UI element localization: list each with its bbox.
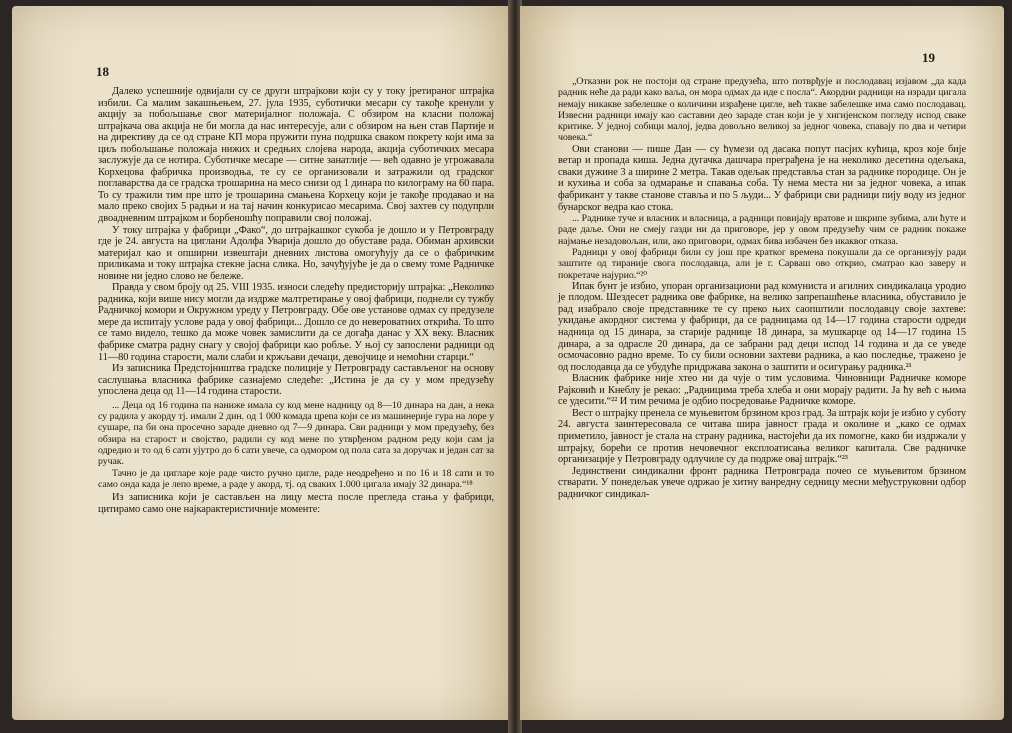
quote-paragraph: ... Деца од 16 година па нaниже имала су код мене надницу од 8—10 динара на дан, а нека су радила у акорду тј. имали 2 дин. од 1 000 комада цреnа који се из машинерије гура на лоре у сушаре, па би она просечно зараде дневно од 7—9 динара. Сви радници у мом предузећу, без обзира на старост и својство, радили су код мене по утврђеном радном реду који сам ја одредио и то од 6 сати ујутро до 6 сати увече, са одмором од пола сата за доручак и један сат за ручак. <box>98 399 494 468</box>
paragraph: У току штрајка у фабрици „Фако“, до штрајкашког сукоба је дошло и у Петровграду где је 24. августа на циглани Адолфа Уваријa дошло до обуставе рада. Обиман архивски материјал као и опширни извештаји дневних листова омогућују да се о фабричким приликама и току штрајка стекне јасна слика. Но, зачуђујуће је да о свему томе Радничке новине ни једно слово не бележе. <box>98 224 494 282</box>
paragraph: Власник фабрике није хтео ни да чује о тим условима. Чиновници Радничке коморе Рајковић и Кнеблу је рекао: „Радницима треба хлеба и они морају радити. Ја ћу већ с њима се удесити.“²² И тим речима је одбио посредовање Радничке коморе. <box>558 373 966 408</box>
left-page <box>12 6 510 720</box>
paragraph: Из записника Предстојништва градске полиције у Петровграду састављеног на основу саслушања власника фабрике сазнајемо следеће: „Истина је да су у мом предузећу упослена деца од 11—14 година старости. <box>98 363 494 398</box>
quote-paragraph: Тачно је да цигларе које раде чисто ручно цигле, раде неодређено и по 16 и 18 сати и то само онда када је лепо време, а раде у акорд, тј. од сваких 1.000 цигала имају 32 динара.“¹⁸ <box>98 467 494 490</box>
quote-paragraph: Радници у овој фабрици били су још пре кратког времена покушали да се организују ради заштите од тираније свога послодавца, али је г. Сарваш ово открио, сматрао као заверу и покретаче најурио.“²⁰ <box>558 246 966 281</box>
quote-paragraph: „Отказни рок не постоји од стране предузећа, што потврђује и послодавац изјавом „да када радник неће да ради како ваља, он мора одмах да иде с посла“. Акордни радници на изради цигала немају никакве забелешке о количини израђене цигле, већ такве забелешке има само послодавац. Извесни радници имају као саставни део зараде стан који је у хигијенском погледу испод сваке критике. У једној собици малој, једва довољно великој за једног човека, спавају по два и четири човека.“ <box>558 76 966 144</box>
paragraph: Јединствени синдикални фронт радника Петровграда почео се муњевитом брзином стварати. У понедељак увече одржао је хитну ванредну седницу месни међуструковни одбор радничког синдикал- <box>558 465 966 500</box>
paragraph: Далеко успешније одвијали су се други штрајкови који су у току јретираног штрајка избили. Са малим закашњењем, 27. јула 1935, суботички месари су такође кренули у акцију за побољшање свог материјалног положаја. С обзиром на класни положај штрајкача ова акција не би могла да нас интересује, али с обзиром на њен став Партије и на директиву да се од стране КП мора пружити пуна подршка сваком покрету који има за циљ побољшање положаја нижих и средњих слојева народа, акција суботичких месара заслужује да се нотира. Суботичке месаре — ситне занатлије — већ одавно је угрожавала Корхецова фабричка производња, те су се организовали и затражили од градског поглаварства да се градска трошарина на месо снизи од 1 динара по килограму на 60 пара. То су тражили тим пре што је трошарина смањена Корхецу који је такође продавао и на мало преко својих 5 радњи и на тај начин конкурисао месарима. Свој захтев су подупрли двоадневним штрајком и борбеношћу поправили свој положај. <box>98 86 494 225</box>
paragraph: Правда у свом броју од 25. VIII 1935. износи следећу предисторију штрајка: „Неколико радника, који више нису могли да издрже малтретирање у овој фабрици, поднели су тужбу Радничкој комори и Окружном уреду у Петровграду. Обе ове установе одмах су предузеле мере да испитају услове рада у овој фабрици... Дошло се до неверoватних открића. То што се тамо видело, тешко да може човек замислити да се догађа данас у XX веку. Власник фабрике сматра радну снагу у својој фабрици као робље. У њој су запослени радници од 11—80 година старости, мали слаби и кржљави дечаци, девојчице и немоћни старци.“ <box>98 282 494 363</box>
paragraph: Ови станови — пише Дан — су ћумези од дасака попут пасјих кућица, кроз које бије ветар и пропада киша. Једна дугачка дашчара преграђена је на неколико десетина одељака, сваки дужине 3 а ширине 2 метра. Такав одељак представља стан за раднике породице. Он је и кухиња и соба за одмарање и спавања соба. Ту нема места ни за једног човека, а ипак фабрикант у такве станове ставља и по 5 људи... У фабрици сви радници пију воду из једног бунарског ведра као стока. <box>558 143 966 213</box>
left-page-text <box>98 86 494 515</box>
right-page <box>520 6 1004 720</box>
paragraph: Ипак бунт је избио, упоран организациони рад комуниста и агилних синдикалаца уродио је плодом. Шездесет радника ове фабрике, на велико запрепашћење власника, обуставило је рад изабрало своје представнике те су преко њих саопштили послодавцу своје захтеве: укидање акордног система у фабрици, да се радницама од 14—17 година старости одреди надница од 15 динара, за старије раднице 18 динара, за мушкарце од 14—17 година 15 динара, а за одрасле 20 динара, да се забрани рад деци испод 14 година и да се уведе осмочасовно радно време. То су били основни захтеви радника, а као последње, тражено је од послодавца да се убудуће придржава закона о заштити и осигурању радника.²¹ <box>558 280 966 373</box>
page-number-right: 19 <box>922 50 935 65</box>
paragraph: Вест о штрајку пренела се муњевитом брзином кроз град. За штрајк који је избио у суботу 24. августа заинтересовала се читава шира јавност града и околине и „како се одмах приметило, јавност је стала на страну радника, настојећи да их помогне, како би издржали у штрајку, борећи се против нечовечног експлоатисања великог капитала. Све радничке организације у Петровграду одлучиле су да подрже овај штрајк.“²³ <box>558 407 966 466</box>
quote-paragraph: ... Раднике туче и власник и власница, а радници повијају вратове и шкрипе зубима, али ћуте и раде даље. Они не смеју газди ни да приговоре, јер у овом предузећу чим се радник покаже најмање незадовољан, или, ако приговори, одмах бива избачен без икаквог отказа. <box>558 213 966 247</box>
page-number-left: 18 <box>96 64 109 79</box>
paragraph: Из записника који је састављен на лицу места после прегледа стања у фабрици, цитирамо само оне најкарактеристичније моменте: <box>98 492 494 515</box>
right-page-text <box>558 76 966 500</box>
